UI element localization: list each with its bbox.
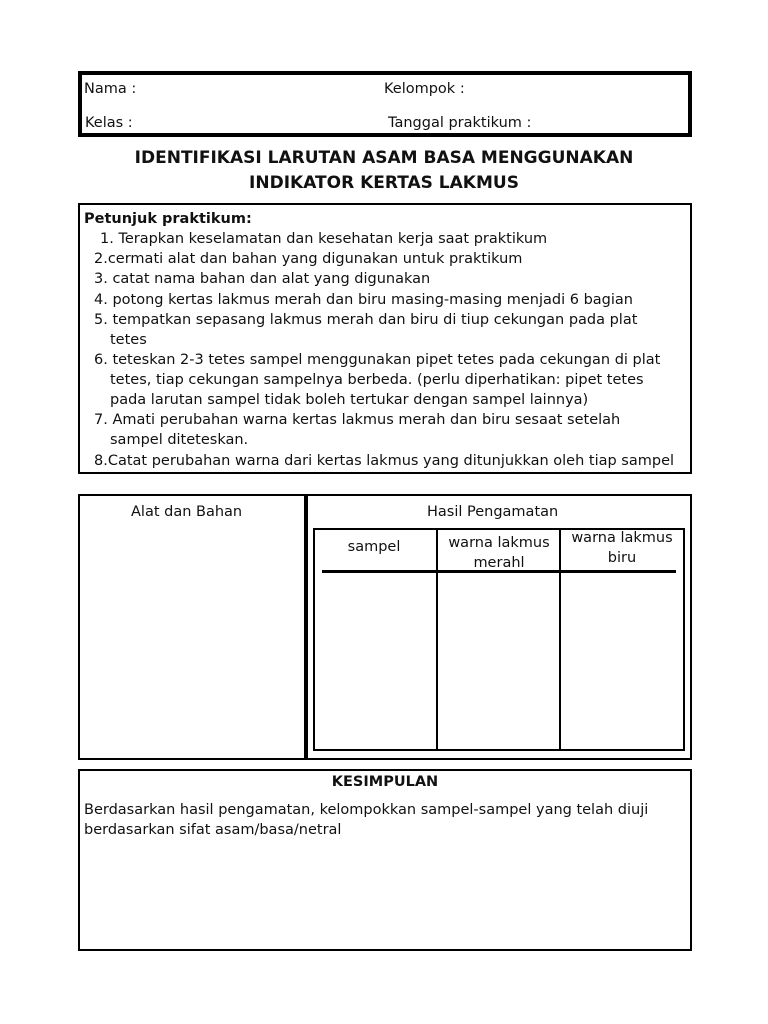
instruction-item: tetes, tiap cekungan sampelnya berbeda. (perlu diperhatikan: pipet tetes [110, 372, 644, 388]
kelompok-label: Kelompok : [384, 81, 465, 97]
instruction-item: pada larutan sampel tidak boleh tertukar dengan sampel lainnya) [110, 392, 589, 408]
table-column-divider [559, 530, 561, 751]
observation-divider [304, 494, 308, 760]
alat-bahan-heading: Alat dan Bahan [131, 504, 243, 520]
instruction-item: sampel diteteskan. [110, 432, 249, 448]
kelas-label: Kelas : [85, 115, 133, 131]
instruction-item: 1. Terapkan keselamatan dan kesehatan kerja saat praktikum [100, 231, 548, 247]
column-header-lakmus-merah-line2: merahl [473, 555, 525, 571]
tanggal-label: Tanggal praktikum : [388, 115, 532, 131]
hasil-pengamatan-heading: Hasil Pengamatan [427, 504, 559, 520]
page-title-line1: IDENTIFIKASI LARUTAN ASAM BASA MENGGUNAKAN [134, 148, 634, 168]
instruction-item: 6. teteskan 2-3 tetes sampel menggunakan pipet tetes pada cekungan di plat [94, 352, 661, 368]
nama-label: Nama : [84, 81, 137, 97]
conclusion-box [78, 769, 692, 951]
instructions-heading: Petunjuk praktikum: [84, 211, 252, 227]
column-header-sampel: sampel [347, 539, 401, 555]
column-header-lakmus-biru-line1: warna lakmus [571, 530, 673, 546]
column-header-lakmus-merah-line1: warna lakmus [448, 535, 550, 551]
instruction-item: 2.cermati alat dan bahan yang digunakan untuk praktikum [94, 251, 523, 267]
conclusion-text-line2: berdasarkan sifat asam/basa/netral [84, 822, 342, 838]
instruction-item: 4. potong kertas lakmus merah dan biru masing-masing menjadi 6 bagian [94, 292, 633, 308]
instruction-item: 7. Amati perubahan warna kertas lakmus merah dan biru sesaat setelah [94, 412, 621, 428]
instruction-item: tetes [110, 332, 147, 348]
conclusion-heading: KESIMPULAN [331, 774, 439, 790]
table-column-divider [436, 530, 438, 751]
instruction-item: 3. catat nama bahan dan alat yang digunakan [94, 271, 431, 287]
instruction-item: 5. tempatkan sepasang lakmus merah dan biru di tiup cekungan pada plat [94, 312, 638, 328]
column-header-lakmus-biru-line2: biru [607, 550, 637, 566]
instruction-item: 8.Catat perubahan warna dari kertas lakmus yang ditunjukkan oleh tiap sampel [94, 453, 675, 469]
page-title-line2: INDIKATOR KERTAS LAKMUS [249, 173, 519, 193]
conclusion-text-line1: Berdasarkan hasil pengamatan, kelompokkan sampel-sampel yang telah diuji [84, 802, 649, 818]
